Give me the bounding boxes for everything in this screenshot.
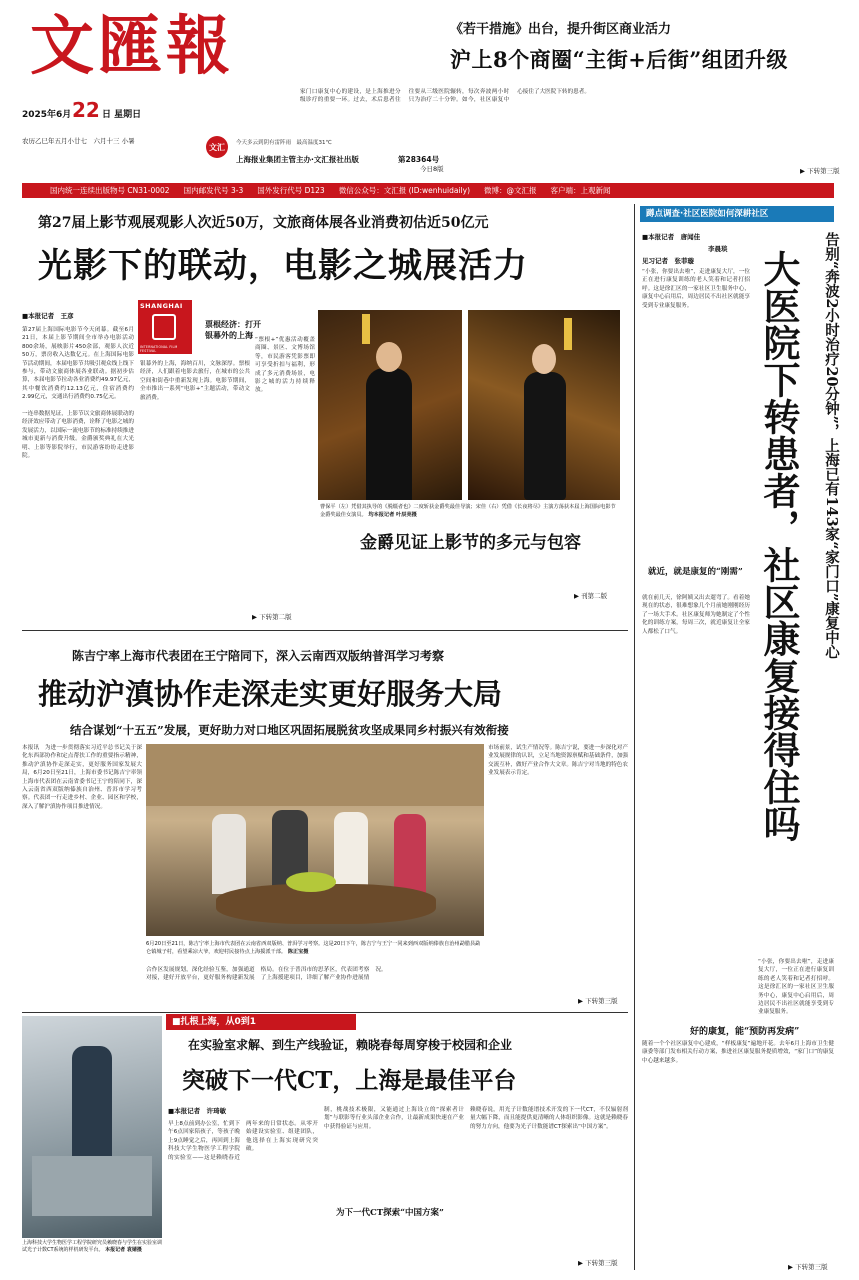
yunnan-body-1: 本报讯 为进一步贯彻落实习近平总书记关于深化东西部协作和定点帮扶工作的重要指示精神，推动沪滇协作走深走实，更好服务国家发展大局，6月20日至21日，上海市委书记陈吉宁率领上海市代表团在云南省委书记王宁的陪同下，深入云南省西双版纳傣族自治州、普洱市学习考察。代表团一行走进乡村、企业、园区和学校，深入了解沪滇协作项目推进情况。 (22, 745, 142, 810)
actress-head (532, 344, 556, 374)
wechat-account: 微信公众号：文汇报 (ID:wenhuidaily) (338, 186, 471, 195)
ct-body-3: 赖晓春说，用光子计数能谱技术开发的下一代CT，不仅辐射剂量大幅下降，而且能提供更清晰的人体组织影像。这就是赖晓春的努力方向，他要为光子计数能谱CT探索出“中国方案”。 (470, 1107, 628, 1130)
caption-text: 曹保平（左）凭借其执导的《脱缰者也》二度斩获金爵奖最佳导演；宋佳（右）凭借《长夜将尽》主演方荡获本届上海国际电影节金爵奖最佳女演员。 (320, 504, 616, 518)
divider (22, 1012, 628, 1013)
right-body-1: “小张，你要出去啦”，走进康复大厅，一位正在进行康复训练的老人笑着和记者打招呼。这是徐汇区的一家社区卫生服务中心，康复中心启用后，周边居民不出社区就能享受到专业康复服务。 (642, 269, 750, 309)
wall-panel (146, 744, 484, 806)
film-body-3: 银幕外的上海，海纳百川，文脉深厚。票根经济，人们跟着电影去旅行，在城市的公共空间和街巷中重新发现上海。电影节期间，全市推出一系列“电影+”主题活动，带动文旅消费。 (140, 361, 250, 401)
divider (22, 630, 628, 631)
right-more: ▶ 下转第三版 (788, 1263, 828, 1271)
ct-sub2: 为下一代CT探索“中国方案” (336, 1208, 444, 1218)
ct-label: ■扎根上海，从0到1 (166, 1014, 356, 1030)
caption-credit: 均本报记者 叶辰亮摄 (368, 512, 417, 518)
caption-text: 6月20日至21日，陈吉宁率上海市代表团在云南省西双版纳、普洱学习考察。这是20日下午，陈吉宁与王宁一同来到西双版纳傣族自治州勐腊县勐仑镇城子村，看望乘凉大爷，欢迎村民接待点上海援派干部。 (146, 941, 481, 955)
yunnan-photo (146, 744, 484, 936)
top-news-body: 家门口康复中心的建设，是上海推进分级诊疗的重要一环。过去，术后患者往往要从三级医院辗转，每次奔波两小时只为治疗二十分钟。如今，社区康复中心接住了大医院下转的患者。 (300, 89, 590, 104)
film-body-2: 一连串数据见证，上影节以文旅商体展联动的经济效应带动了电影消费，诠释了电影之城的发展活力，以国际一流电影节的标准持续推进城市更新与消费升级。金爵颁奖典礼在大光明、上影等影院举行，市民游客纷纷走进影院。 (22, 411, 134, 460)
cn-number: 国内统一连续出版物号 CN31-0002 (50, 186, 170, 195)
weibo-account: 微博：@文汇报 (484, 186, 537, 195)
ct-subhead: 在实验室求解、到生产线验证，赖晓春每周穿梭于校园和企业 (188, 1038, 513, 1052)
yunnan-body-2: 市场前景，试生产情况等。陈吉宁说，要进一步深化对产业发展规律的认识，立足当地资源禀赋和基础条件，加强交流互补，做好产业合作大文章。陈吉宁对当地的特色农业发展表示肯定。 (488, 745, 628, 777)
right-sub2: 好的康复，能“预防再发病” (690, 1027, 800, 1037)
film-body-1: 第27届上海国际电影节今天闭幕。截至6月21日，本届上影节期间全市举办电影活动800余场，展映影片450余部，观影人次近50万，票房收入达数亿元。在上海国际电影节活动期间，本届电影节共吸引观众线上线下参与，带动文旅商体展各业联动。据初步估算，本届电影节拉动各业消费约49.97亿元，其中餐饮消费约12.13亿元，住宿消费约2.99亿元，交通出行消费约0.75亿元。 (22, 327, 134, 401)
yunnan-photo-caption (146, 940, 484, 956)
top-news-headline: 沪上8个商圈“主街+后街”组团升级 (450, 47, 788, 72)
trophy-icon (564, 318, 572, 350)
film-page-note: ▶ 刊第二版 (574, 592, 608, 600)
yunnan-more: ▶ 下转第三版 (578, 997, 618, 1005)
right-byline-b: 李晨琰 (708, 245, 728, 253)
right-byline-c: 见习记者 张菲璇 (642, 257, 694, 265)
right-headline: 大医院下转患者，社区康复接得住吗 (757, 250, 801, 842)
page-count: 今日8版 (420, 165, 444, 173)
person (212, 814, 246, 894)
lab-equipment (32, 1156, 152, 1216)
logo-word: SHANGHAI (140, 302, 183, 310)
issue-number: 第28364号 (398, 155, 440, 164)
logo-sub: INTERNATIONAL FILM FESTIVAL (140, 345, 178, 353)
column-divider (634, 204, 635, 1270)
client-app: 客户端：上观新闻 (550, 186, 611, 195)
caption-text: 上海科技大学生物医学工程学院研究员赖晓春与学生在实验室调试光子计数CT系统的样机研发平台。 (22, 1240, 163, 1253)
weather-line: 今天多云到阴有雷阵雨 最高温度31℃ (236, 140, 332, 146)
person (334, 812, 368, 894)
fruit-plate (286, 872, 336, 892)
right-sub1: 就近，就是康复的“刚需” (648, 567, 743, 577)
film-more: ▶ 下转第二版 (252, 613, 292, 621)
right-body-2: 就在前几天，徐阿姨又出去遛弯了。看着她现在的状态，很难想象几个月前她刚刚经历了一场大手术。社区康复师为她制定了个性化的训练方案，每周三次，就近康复让全家人都松了口气。 (642, 595, 750, 635)
right-kicker: 告别“奔波2小时治疗20分钟”，上海已有143家“家门口”康复中心 (823, 232, 840, 660)
overseas-code: 国外发行代号 D123 (257, 186, 325, 195)
right-label: 蹲点调查·社区医院如何深耕社区 (640, 206, 834, 222)
film-subhead: 第27届上影节观展观影人次近50万，文旅商体展各业消费初估近50亿元 (38, 215, 489, 231)
comment-title: 票根经济：打开银幕外的上海 (205, 319, 261, 340)
right-body-3: “小张，你要出去啦”，走进康复大厅，一位正在进行康复训练的老人笑着和记者打招呼。这是徐汇区的一家社区卫生服务中心，康复中心启用后，周边居民不出社区就能享受到专业康复服务。 (758, 959, 834, 1016)
right-body-4: 随着一个个社区康复中心建成，“样板康复”遍地开花。去年6月上海市卫生健康委等部门发布相关行动方案，推进社区康复服务提质增效，“家门口”的康复中心越来越多。 (642, 1041, 834, 1064)
date-block (22, 96, 222, 156)
yunnan-headline: 推动沪滇协作走深走实更好服务大局 (38, 677, 503, 711)
film-photo-left (318, 310, 462, 500)
newspaper-logo: 文匯報 (30, 9, 234, 84)
top-news-kicker: 《若干措施》出台，提升街区商业活力 (450, 22, 672, 37)
caption-credit: 本报记者 袁婧摄 (105, 1247, 142, 1253)
film-festival-logo (138, 300, 192, 354)
postal-code: 国内邮发代号 3-3 (183, 186, 244, 195)
ct-byline: ■本报记者 许琦敏 (168, 1107, 227, 1115)
director-head (376, 342, 402, 372)
date-year: 2025年6月 (22, 110, 72, 120)
film-headline: 光影下的联动，电影之城展活力 (38, 246, 528, 286)
seal-icon: 文汇 (206, 136, 228, 158)
lunar-date: 农历乙巳年五月小廿七 六月十三 小暑 (22, 137, 135, 145)
publisher: 上海报业集团主管主办·文汇报社出版 (236, 155, 359, 164)
right-byline-a: ■本报记者 唐闻佳 (642, 233, 701, 241)
info-bar (22, 183, 834, 198)
person (394, 814, 426, 894)
ct-body-1: 早上8点前到办公室，忙到下午6点回家陪孩子，等孩子晚上9点睡觉之后，再回到上海科技大学生物医学工程学院的实验室——这是赖晓春近两年来的日常状态。从零开始建设实验室、组建团队，他选择在上海实现研究突破。 (168, 1121, 318, 1161)
ct-body-2: 制，桃战技术极限，又能通过上海设立的“探索者计划”与联影等行业头部企业合作，让最新成果快速在产业中获得验证与应用。 (324, 1107, 464, 1130)
film-byline: ■本报记者 王彦 (22, 312, 74, 320)
logo-emblem-icon (152, 314, 176, 340)
film-photo-right (468, 310, 620, 500)
weekday: 日 星期日 (102, 110, 142, 120)
caption-credit: 陈正宝摄 (287, 949, 309, 955)
yunnan-subhead: 陈吉宁率上海市代表团在王宁陪同下，深入云南西双版纳普洱学习考察 (72, 649, 445, 663)
date-day: 22 (72, 98, 100, 122)
ct-headline: 突破下一代CT，上海是最佳平台 (182, 1067, 517, 1094)
film-photo-title: 金爵见证上影节的多元与包容 (360, 533, 581, 553)
trophy-icon (362, 314, 370, 344)
film-photo-caption (320, 503, 620, 519)
ct-photo-caption (22, 1240, 162, 1254)
film-body-4: “票根+”优惠活动覆盖商圈、景区、文博场馆等，市民游客凭影票即可享受折扣与福利，形成了多元消费场景，电影之城的活力持续释放。 (255, 337, 315, 394)
ct-more: ▶ 下转第三版 (578, 1259, 618, 1267)
actress-figure (524, 372, 566, 500)
yunnan-body-3: 合作区发展规划，深化经验互鉴，加强通道对接，建好开放平台，更好服务构建新发展格局。在位于普洱市的思茅区，代表团考察了上海援建项目，详细了解产业协作进展情况。 (146, 967, 387, 982)
ct-photo (22, 1016, 162, 1238)
director-figure (366, 368, 412, 500)
yunnan-deck: 结合谋划“十五五”发展，更好助力对口地区巩固拓展脱贫攻坚成果同乡村振兴有效衔接 (70, 723, 509, 737)
top-news-more: ▶ 下转第三版 (800, 167, 840, 175)
researcher-figure (72, 1046, 112, 1166)
